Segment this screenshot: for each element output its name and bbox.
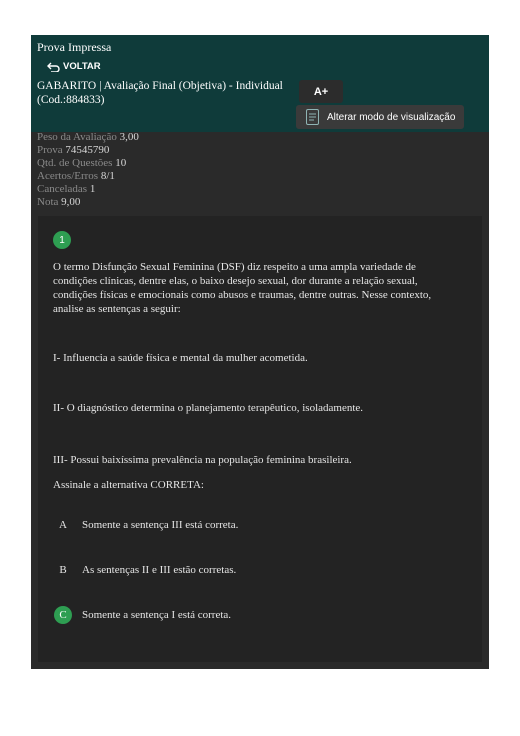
exam-stats xyxy=(37,131,139,209)
question-card xyxy=(38,216,482,662)
correct-option-letter: C xyxy=(54,606,72,624)
stat-label: Nota xyxy=(37,196,59,208)
exam-title: GABARITO | Avaliação Final (Objetiva) - Individual (Cod.:884833) xyxy=(37,80,283,106)
header xyxy=(31,35,489,132)
question-statement: O termo Disfunção Sexual Feminina (DSF) diz respeito a uma ampla variedade de condições clínicas, dentre elas, o baixo desejo sexual, dor durante a relação sexual, condições físicas e emocionais como abusos e traumas, dentre outras. Nesse contexto, analise as sentenças a seguir: xyxy=(53,261,432,315)
question-number-badge: 1 xyxy=(53,231,71,249)
stat-value: 9,00 xyxy=(61,196,81,208)
back-label: VOLTAR xyxy=(63,61,101,72)
stat-row xyxy=(37,183,139,196)
print-view-frame xyxy=(31,35,489,669)
stat-row xyxy=(37,157,139,170)
stat-value: 74545790 xyxy=(65,144,110,156)
stat-value: 3,00 xyxy=(119,131,139,143)
stat-value: 8/1 xyxy=(100,170,115,182)
app-title: Prova Impressa xyxy=(37,40,112,54)
stat-label: Canceladas xyxy=(37,183,88,195)
option-letter: A xyxy=(59,519,67,531)
stat-row xyxy=(37,131,139,144)
stat-value: 1 xyxy=(89,183,96,195)
sentence-2: II- O diagnóstico determina o planejamento terapêutico, isoladamente. xyxy=(53,402,364,414)
back-button[interactable] xyxy=(47,61,101,72)
option-text: Somente a sentença I está correta. xyxy=(82,609,232,621)
stat-row xyxy=(37,196,139,209)
stat-value: 10 xyxy=(115,157,127,169)
stat-label: Peso da Avaliação xyxy=(37,131,117,143)
stat-label: Prova xyxy=(37,144,63,156)
stat-row xyxy=(37,170,139,183)
stat-label: Acertos/Erros xyxy=(37,170,99,182)
stat-row xyxy=(37,144,139,157)
question-instruction: Assinale a alternativa CORRETA: xyxy=(53,479,204,491)
option-text: As sentenças II e III estão corretas. xyxy=(82,564,237,576)
change-view-label: Alterar modo de visualização xyxy=(327,111,456,123)
option-c-correct[interactable] xyxy=(54,606,231,624)
change-view-button[interactable] xyxy=(296,105,464,129)
sentence-3: III- Possui baixíssima prevalência na população feminina brasileira. xyxy=(53,454,352,466)
font-size-button[interactable]: A+ xyxy=(299,80,343,103)
sentence-1: I- Influencia a saúde física e mental da mulher acometida. xyxy=(53,352,308,364)
option-a[interactable] xyxy=(54,516,238,534)
document-icon xyxy=(306,109,319,125)
option-letter: B xyxy=(59,564,67,576)
option-b[interactable] xyxy=(54,561,236,579)
stat-label: Qtd. de Questões xyxy=(37,157,113,169)
return-arrow-icon xyxy=(47,62,60,72)
option-text: Somente a sentença III está correta. xyxy=(82,519,239,531)
